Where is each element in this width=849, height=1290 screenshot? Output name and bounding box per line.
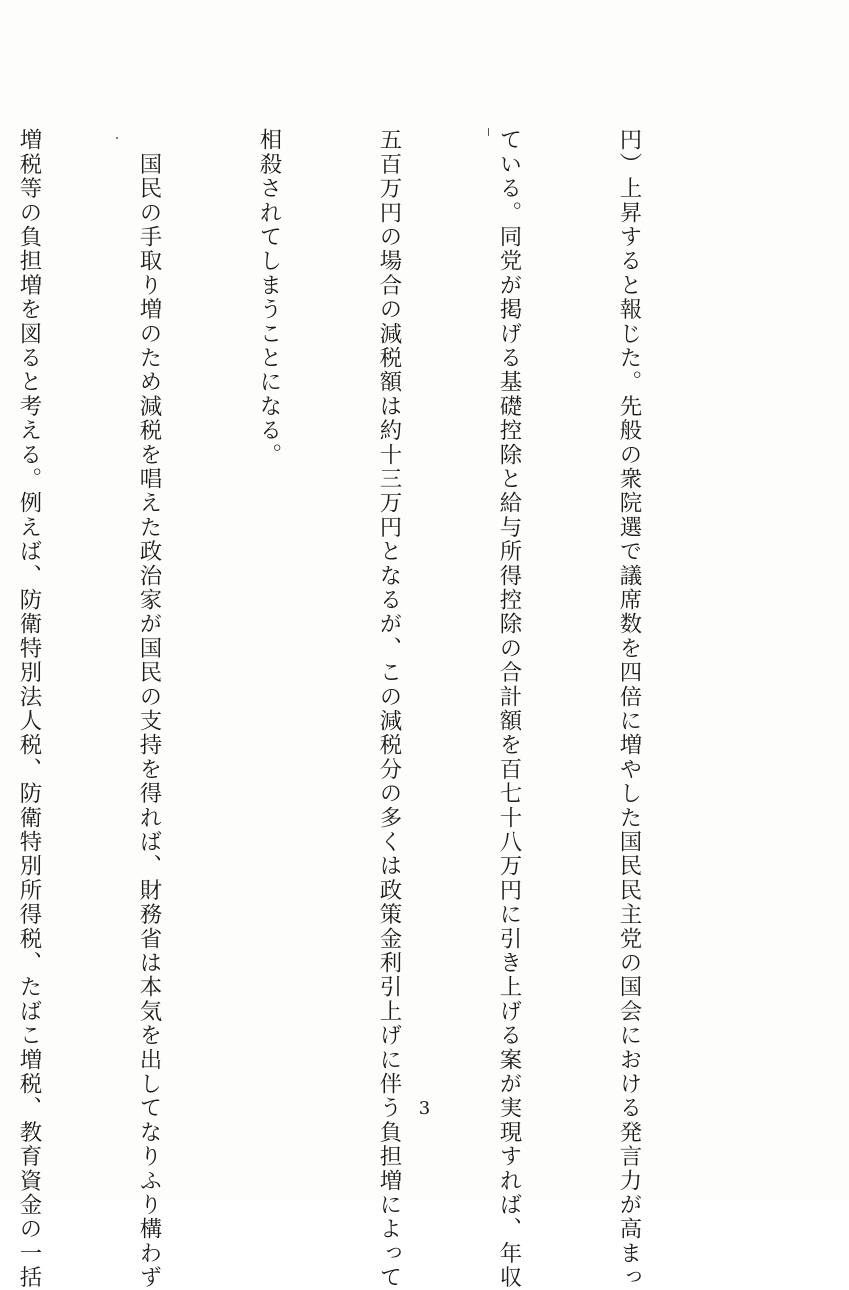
page-number: 3 xyxy=(418,1098,431,1119)
text-line-1: 円）上昇すると報じた。先般の衆院選で議席数を四倍に増やした国民民主党の国会における発言力が高まっ xyxy=(616,128,642,1290)
scan-speck xyxy=(488,128,489,136)
scan-speck xyxy=(116,137,118,139)
text-line-5: 国民の手取り増のため減税を唱えた政治家が国民の支持を得れば、財務省は本気を出してなりふり構わず xyxy=(136,128,162,1290)
text-line-6: 増税等の負担増を図ると考える。例えば、防衛特別法人税、防衛特別所得税、たばこ増税、教育資金の一括 xyxy=(16,128,42,1290)
text-line-4: 相殺されてしまうことになる。 xyxy=(256,128,282,467)
text-line-2: ている。同党が掲げる基礎控除と給与所得控除の合計額を百七十八万円に引き上げる案が実現すれば、年収 xyxy=(496,128,522,1290)
text-line-3: 五百万円の場合の減税額は約十三万円となるが、この減税分の多くは政策金利引上げに伴う負担増によって xyxy=(376,128,402,1290)
vertical-text-body xyxy=(0,128,729,1290)
